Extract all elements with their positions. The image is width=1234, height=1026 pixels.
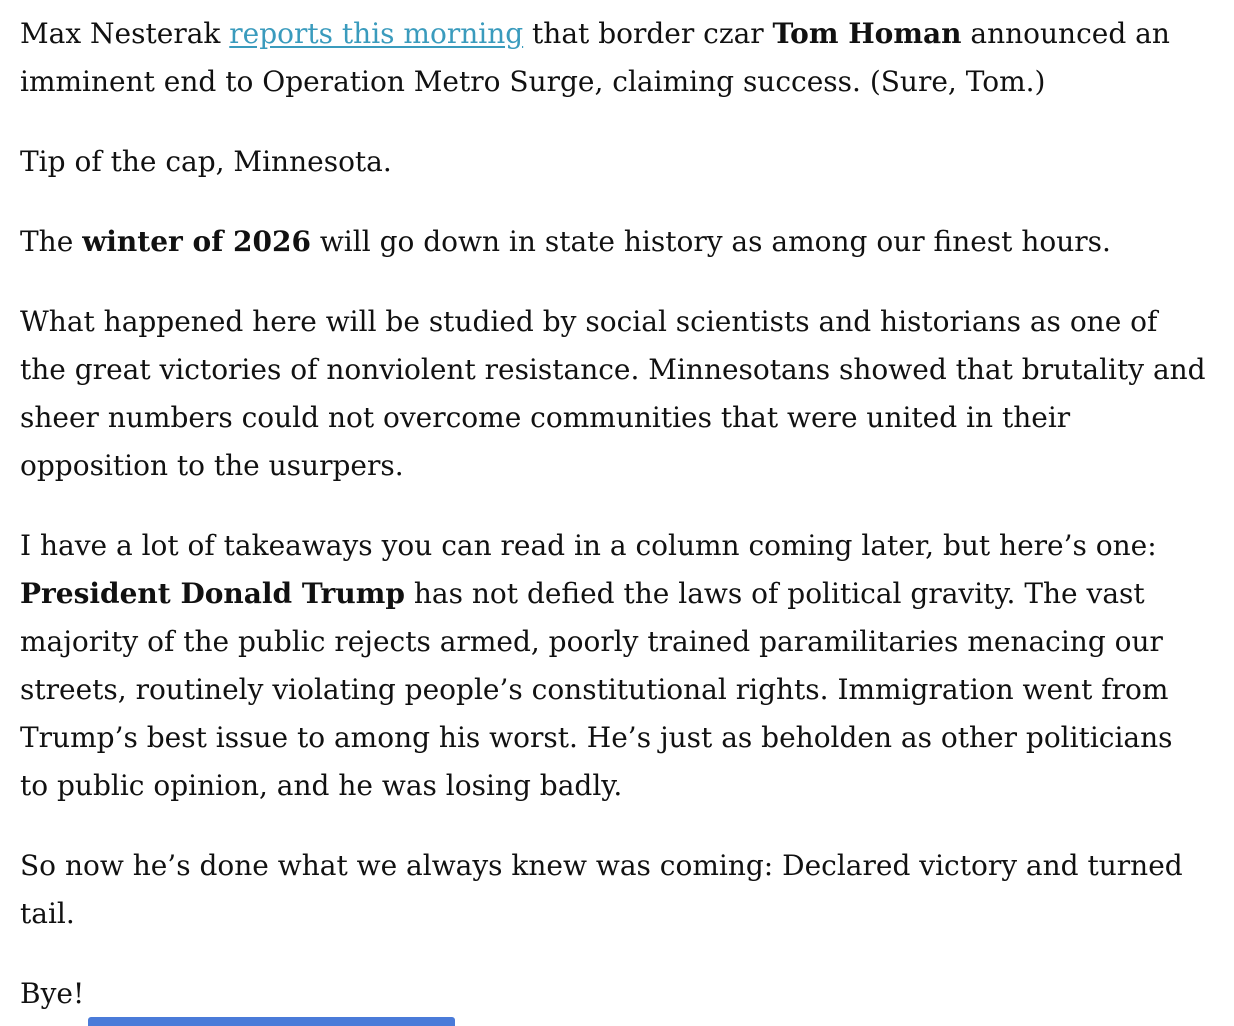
paragraph — [20, 138, 1208, 186]
text-run: has not defied the laws of political gravity. The vast majority of the public rejects armed, poorly trained paramilitaries menacing our streets, routinely violating people’s constitutional rights. Immigration went from Trump’s best issue to among his worst. He’s just as beholden as other politicians to public opinion, and he was losing badly. — [20, 577, 1173, 802]
inline-link[interactable]: reports this morning — [229, 17, 524, 50]
text-run: Tip of the cap, Minnesota. — [20, 145, 392, 178]
paragraph — [20, 298, 1208, 490]
text-run: will go down in state history as among our finest hours. — [310, 225, 1111, 258]
text-run: I have a lot of takeaways you can read in a column coming later, but here’s one: — [20, 529, 1157, 562]
text-run: What happened here will be studied by social scientists and historians as one of the great victories of nonviolent resistance. Minnesotans showed that brutality and sheer numbers could not overcome communities that were united in their opposition to the usurpers. — [20, 305, 1206, 482]
text-run: Bye! — [20, 977, 85, 1010]
partial-bottom-element[interactable] — [88, 1017, 455, 1026]
text-run: Max Nesterak — [20, 17, 230, 50]
text-run: The — [20, 225, 83, 258]
paragraph — [20, 522, 1208, 810]
text-run: announced an imminent end to Operation Metro Surge, claiming success. (Sure, Tom.) — [20, 17, 1170, 98]
text-run: So now he’s done what we always knew was coming: Declared victory and turned tail. — [20, 849, 1183, 930]
bold-text: Tom Homan — [772, 17, 962, 50]
bold-text: President Donald Trump — [20, 577, 405, 610]
paragraph — [20, 970, 1208, 1018]
paragraph — [20, 842, 1208, 938]
bold-text: winter of 2026 — [82, 225, 311, 258]
paragraph — [20, 10, 1208, 106]
paragraph — [20, 218, 1208, 266]
text-run: that border czar — [523, 17, 773, 50]
